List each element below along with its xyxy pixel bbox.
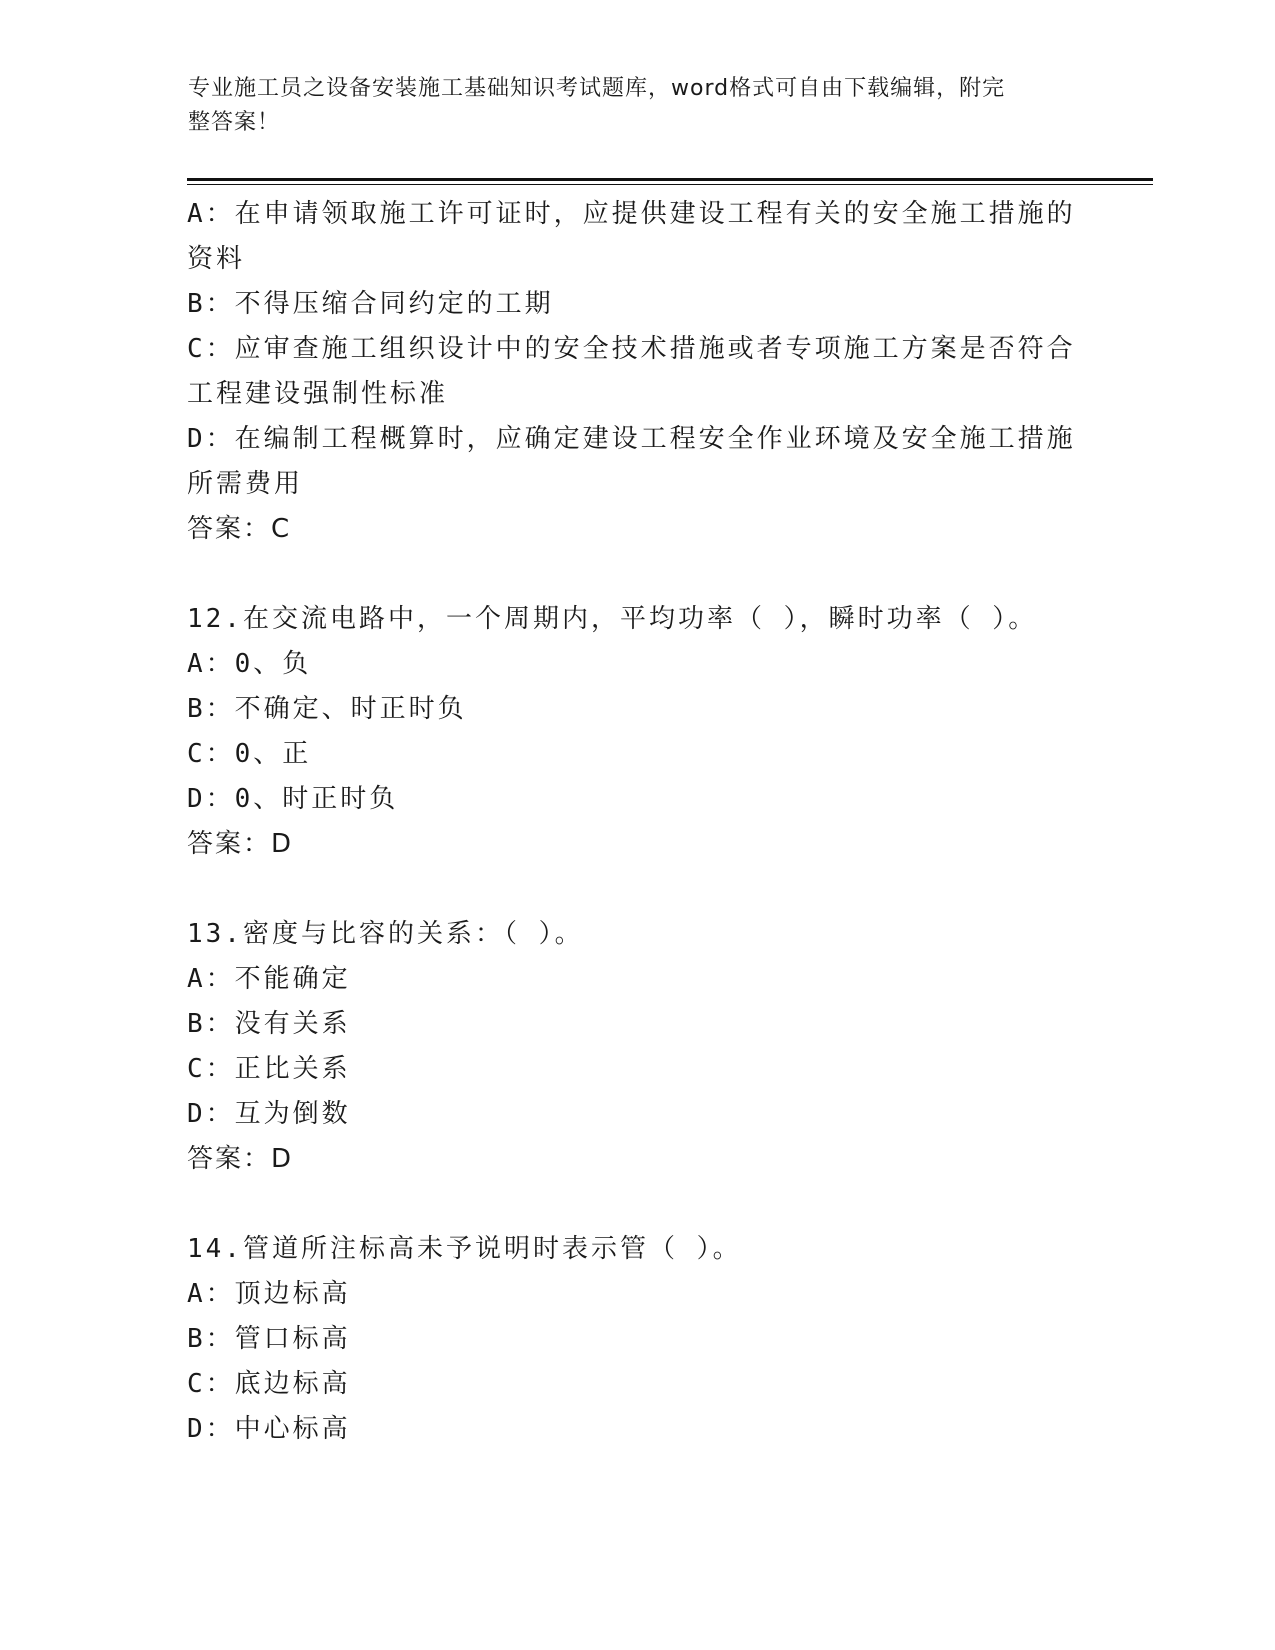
question-11-block bbox=[187, 192, 1077, 552]
header-line-2: 整答案！ bbox=[188, 110, 281, 135]
header-line-1: 专业施工员之设备安装施工基础知识考试题库，word格式可自由下载编辑，附完 bbox=[188, 76, 1006, 101]
option-b: B：管口标高 bbox=[187, 1324, 351, 1354]
option-c: C：底边标高 bbox=[187, 1369, 351, 1399]
option-c: C：0、正 bbox=[187, 739, 312, 769]
option-d: D：互为倒数 bbox=[187, 1099, 351, 1129]
header-divider-thick bbox=[187, 178, 1153, 181]
question-12-block bbox=[187, 597, 1077, 867]
question-14-block bbox=[187, 1227, 1077, 1452]
option-a: A：0、负 bbox=[187, 649, 312, 679]
option-d: D：在编制工程概算时，应确定建设工程安全作业环境及安全施工措施所需费用 bbox=[187, 424, 1076, 499]
option-d: D：0、时正时负 bbox=[187, 784, 399, 814]
answer: 答案：C bbox=[187, 514, 292, 544]
option-b: B：没有关系 bbox=[187, 1009, 351, 1039]
option-d: D：中心标高 bbox=[187, 1414, 351, 1444]
option-a: A：顶边标高 bbox=[187, 1279, 351, 1309]
header-divider-thin bbox=[187, 184, 1153, 185]
option-b: B：不得压缩合同约定的工期 bbox=[187, 289, 554, 319]
option-b: B：不确定、时正时负 bbox=[187, 694, 467, 724]
option-a: A：不能确定 bbox=[187, 964, 351, 994]
page-header bbox=[188, 72, 1068, 140]
question-text: 13.密度与比容的关系：（ ）。 bbox=[187, 919, 584, 949]
option-a: A：在申请领取施工许可证时，应提供建设工程有关的安全施工措施的资料 bbox=[187, 199, 1076, 274]
question-text: 12.在交流电路中，一个周期内，平均功率（ ），瞬时功率（ ）。 bbox=[187, 604, 1038, 634]
option-c: C：应审查施工组织设计中的安全技术措施或者专项施工方案是否符合工程建设强制性标准 bbox=[187, 334, 1076, 409]
answer: 答案：D bbox=[187, 829, 294, 859]
question-text: 14.管道所注标高未予说明时表示管（ ）。 bbox=[187, 1234, 742, 1264]
question-13-block bbox=[187, 912, 1077, 1182]
answer: 答案：D bbox=[187, 1144, 294, 1174]
option-c: C：正比关系 bbox=[187, 1054, 351, 1084]
document-content bbox=[187, 192, 1077, 1452]
